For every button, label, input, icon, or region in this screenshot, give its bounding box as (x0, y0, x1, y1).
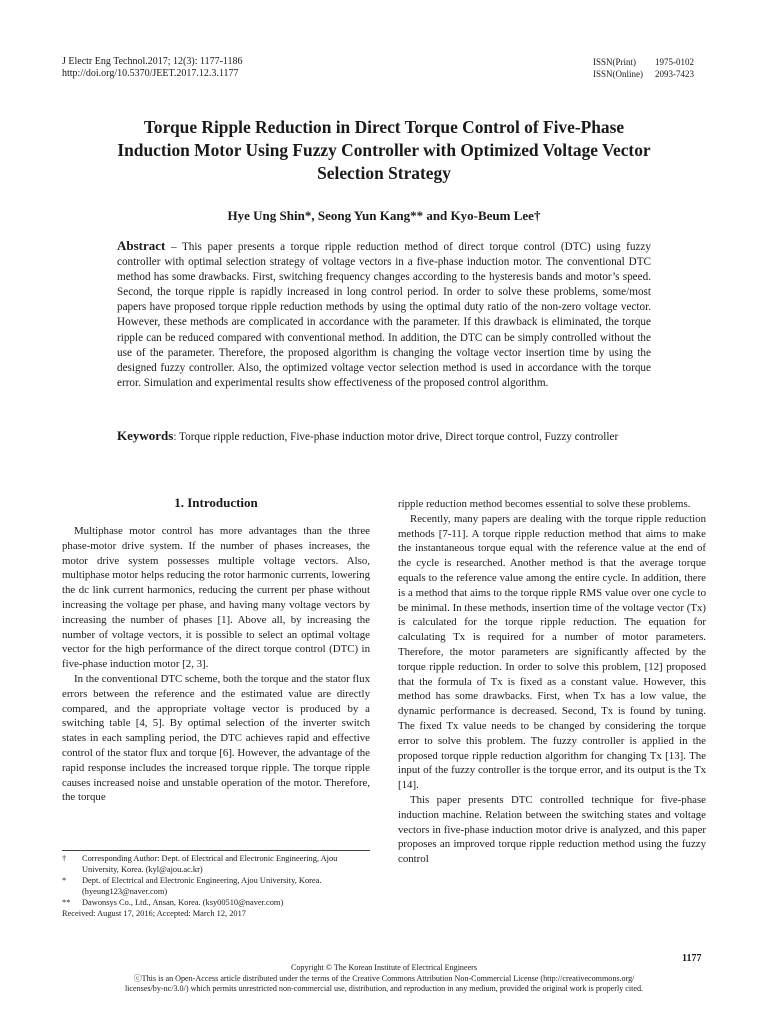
footnote-divider (62, 850, 370, 851)
title-line: Selection Strategy (317, 163, 451, 183)
author-list: Hye Ung Shin*, Seong Yun Kang** and Kyo-Beum Lee† (227, 208, 541, 223)
footnote (62, 875, 370, 897)
footnote-mark: ** (62, 898, 71, 907)
license-line: ⓒThis is an Open-Access article distributed under the terms of the Creative Commons Attribution Non-Commercial License (http://creativecommons.org/ (133, 973, 635, 983)
page-number: 1177 (682, 953, 702, 964)
abstract-dash: – (165, 241, 182, 253)
issn-print-label: ISSN(Print) (593, 57, 637, 67)
keywords (117, 428, 651, 445)
footnote (62, 897, 370, 908)
footnotes (62, 853, 370, 919)
abstract-text: This paper presents a torque ripple reduction method of direct torque control (DTC) using fuzzy controller with optimal selection strategy of voltage vectors in a five-phase induction motor. The conventional DTC method has some drawbacks. First, switching frequency changes according to the hysteresis bands and motor’s speed. Second, the torque ripple is rapidly increased in long control period. In order to solve these problems, some/most papers have proposed torque ripple reduction methods by using the optimal duty ratio of the non-zero voltage vector. However, these methods are complicated in accordance with the parameter. If this drawback is eliminated, the torque ripple can be reduced compared with conventional method. In addition, the DTC can be simply controlled without the use of the parameter. Therefore, the proposed algorithm is changing the voltage vector insertion time by using the designed fuzzy controller. Also, the optimized voltage vector selection method is used in accordance with the torque error. Simulation and experimental results show effectiveness of the proposed control algorithm. (117, 241, 651, 389)
body-paragraph: This paper presents DTC controlled technique for five-phase induction machine. Relation between the switching states and voltage vectors in five-phase induction motor drive is analyzed, and this paper proposes an improved torque ripple reduction method using the fuzzy control (398, 793, 706, 866)
copyright-line: Copyright © The Korean Institute of Electrical Engineers (290, 963, 478, 972)
paper-title (40, 116, 728, 185)
issn-block (593, 56, 694, 80)
license-footer (62, 963, 706, 995)
section-heading: 1. Introduction (174, 495, 258, 510)
received-dates: Received: August 17, 2016; Accepted: March 12, 2017 (62, 909, 246, 918)
abstract (117, 238, 651, 391)
footnote-text: Corresponding Author: Dept. of Electrical and Electronic Engineering, Ajou University, Korea. (kyl@ajou.ac.kr) (82, 854, 338, 874)
keywords-label: Keywords (117, 428, 174, 443)
right-column (398, 497, 706, 867)
body-paragraph: ripple reduction method becomes essential to solve these problems. (398, 498, 691, 510)
keywords-colon: : (173, 431, 180, 443)
doi-link[interactable]: http://doi.org/10.5370/JEET.2017.12.3.1177 (62, 68, 239, 79)
title-line: Torque Ripple Reduction in Direct Torque Control of Five-Phase (143, 117, 625, 137)
issn-online-value: 2093-7423 (655, 69, 694, 79)
footnote-mark: * (62, 876, 67, 885)
footnote (62, 853, 370, 875)
title-line: Induction Motor Using Fuzzy Controller with Optimized Voltage Vector (117, 140, 651, 160)
body-paragraph: In the conventional DTC scheme, both the torque and the stator flux errors between the reference and the estimated value are directly compared, and the appropriate voltage vector is produced by a switching table [4, 5]. By optimal selection of the inverter switch states in each sampling period, the DTC achieves rapid and effective control of the stator flux and torque [6]. However, the advantage of the rapid response includes the increased torque ripple. The torque ripple causes increased noise and unstable operation of the motor. Therefore, the torque (62, 672, 370, 804)
footnote-text: Dept. of Electrical and Electronic Engineering, Ajou University, Korea. (hyeung123@naver.com) (82, 876, 322, 896)
left-column (62, 524, 370, 805)
issn-online-label: ISSN(Online) (593, 69, 643, 79)
body-paragraph: Multiphase motor control has more advantages than the three phase-motor drive system. If the number of phases increases, the motor drive system possesses multiple voltage vectors. Also, multiphase motor helps reducing the rotor harmonic currents, lowering the dc link current harmonics, reducing the current per phase without increasing the voltage per phase, and having many voltage vectors by increasing the number of phases [1]. Above all, by increasing the number of voltage vectors, it is possible to select an optimal voltage vector for the high performance of the direct torque control (DTC) in five-phase induction motor [2, 3]. (62, 525, 370, 671)
footnote-text: Dawonsys Co., Ltd., Ansan, Korea. (ksy00510@naver.com) (82, 898, 284, 907)
license-line: licenses/by-nc/3.0/) which permits unrestricted non-commercial use, distribution, and reproduction in any medium, provided the original work is properly cited. (124, 984, 644, 993)
abstract-label: Abstract (117, 238, 166, 253)
keywords-text: Torque ripple reduction, Five-phase induction motor drive, Direct torque control, Fuzzy controller (179, 431, 619, 443)
footnote-mark: † (62, 854, 67, 863)
issn-print-value: 1975-0102 (655, 57, 694, 67)
body-paragraph: Recently, many papers are dealing with the torque ripple reduction methods [7-11]. A torque ripple reduction method that aims to make the instantaneous torque equal with the reference value at the end of the cycle is researched. Another method is that the average torque equals to the reference value among the entire cycle. In addition, there is a method that aims to the torque ripple RMS value over one cycle to be minimal. In these methods, insertion time of the voltage vector (Tx) is calculated for the torque ripple reduction. The equation for calculating Tx is required for a number of motor parameters. Therefore, the motor parameters are significantly affected by the torque ripple reduction. In order to solve this problem, [12] proposed that the formula of Tx is fixed as a constant value. However, this method has some drawbacks. First, when Tx has a low value, the dynamic performance is decreased. Second, Tx is found by tuning. The fixed Tx value needs to be changed by considering the torque error to solve this problem. The fuzzy controller is applied in the proposed torque ripple reduction algorithm for changing Tx [13]. The input of the fuzzy controller is the torque error, and its output is the Tx [14]. (398, 512, 706, 792)
journal-citation: J Electr Eng Technol.2017; 12(3): 1177-1186 (62, 56, 243, 67)
journal-header (62, 56, 243, 80)
